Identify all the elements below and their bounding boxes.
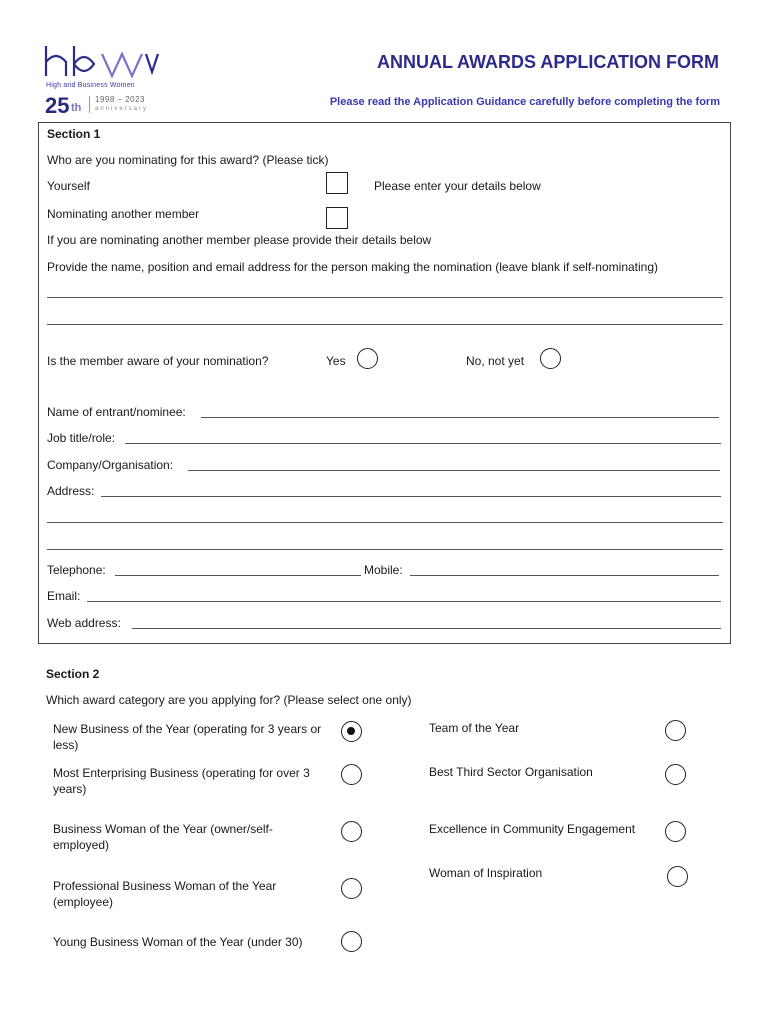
category-label: Excellence in Community Engagement <box>429 822 636 836</box>
category-label: Professional Business Woman of the Year (employee) <box>53 879 277 909</box>
category-label: Business Woman of the Year (owner/self-employed) <box>53 822 273 852</box>
category-question: Which award category are you applying for? (Please select one only) <box>46 693 412 707</box>
category-radio-professional[interactable] <box>341 878 362 899</box>
category-radio-new-business[interactable] <box>341 721 362 742</box>
category-radio-woman-of-inspiration[interactable] <box>667 866 688 887</box>
nominator-instructions: Provide the name, position and email address for the person making the nomination (leave blank if self-nominating) <box>47 260 659 274</box>
aware-no-label: No, not yet <box>466 354 525 368</box>
address-input-3[interactable] <box>47 549 723 550</box>
category-radio-community-engagement[interactable] <box>665 821 686 842</box>
mobile-label: Mobile: <box>364 563 403 577</box>
web-label: Web address: <box>47 616 121 630</box>
logo-tagline: High and Business Women <box>46 82 135 89</box>
category-label: Most Enterprising Business (operating for over 3 years) <box>53 766 310 796</box>
mobile-input[interactable] <box>410 575 719 576</box>
company-input[interactable] <box>188 470 720 471</box>
another-member-checkbox[interactable] <box>326 207 348 229</box>
category-radio-team[interactable] <box>665 720 686 741</box>
section-1-box <box>38 122 731 644</box>
logo-anniversary-word: anniversary <box>95 106 149 112</box>
job-input[interactable] <box>125 443 721 444</box>
category-label: Team of the Year <box>429 721 520 735</box>
category-label: Best Third Sector Organisation <box>429 765 593 779</box>
option-another-label: Nominating another member <box>47 207 200 221</box>
category-label: Woman of Inspiration <box>429 866 543 880</box>
telephone-label: Telephone: <box>47 563 106 577</box>
hbw-logo-icon <box>44 42 162 80</box>
aware-question: Is the member aware of your nomination? <box>47 354 269 368</box>
job-label: Job title/role: <box>47 431 116 445</box>
section-2-heading: Section 2 <box>46 667 100 681</box>
yourself-checkbox[interactable] <box>326 172 348 194</box>
category-radio-young-business-woman[interactable] <box>341 931 362 952</box>
nominator-line-1[interactable] <box>47 297 723 298</box>
logo-divider <box>89 96 90 113</box>
nominating-question: Who are you nominating for this award? (Please tick) <box>47 153 329 167</box>
logo-anniversary-number: 25 <box>45 93 70 118</box>
logo-anniversary-suffix: th <box>71 102 82 114</box>
page-title: ANNUAL AWARDS APPLICATION FORM <box>377 52 719 72</box>
category-label: Young Business Woman of the Year (under 30) <box>53 935 303 949</box>
nominator-line-2[interactable] <box>47 324 723 325</box>
email-input[interactable] <box>87 601 721 602</box>
logo-years: 1998 – 2023 <box>95 95 145 104</box>
category-radio-third-sector[interactable] <box>665 764 686 785</box>
category-radio-business-woman[interactable] <box>341 821 362 842</box>
aware-yes-radio[interactable] <box>357 348 378 369</box>
company-label: Company/Organisation: <box>47 458 174 472</box>
web-input[interactable] <box>132 628 721 629</box>
aware-no-radio[interactable] <box>540 348 561 369</box>
option-yourself-label: Yourself <box>47 179 90 193</box>
category-radio-most-enterprising[interactable] <box>341 764 362 785</box>
page-subtitle: Please read the Application Guidance carefully before completing the form <box>329 96 720 108</box>
name-input[interactable] <box>201 417 719 418</box>
address-input-1[interactable] <box>101 496 721 497</box>
telephone-input[interactable] <box>115 575 361 576</box>
section-1-heading: Section 1 <box>47 127 101 141</box>
email-label: Email: <box>47 589 81 603</box>
aware-yes-label: Yes <box>326 354 346 368</box>
name-label: Name of entrant/nominee: <box>47 405 186 419</box>
address-input-2[interactable] <box>47 522 723 523</box>
address-label: Address: <box>47 484 95 498</box>
another-member-note: If you are nominating another member please provide their details below <box>47 233 432 247</box>
category-label: New Business of the Year (operating for 3 years or less) <box>53 722 322 752</box>
yourself-note: Please enter your details below <box>374 179 541 193</box>
